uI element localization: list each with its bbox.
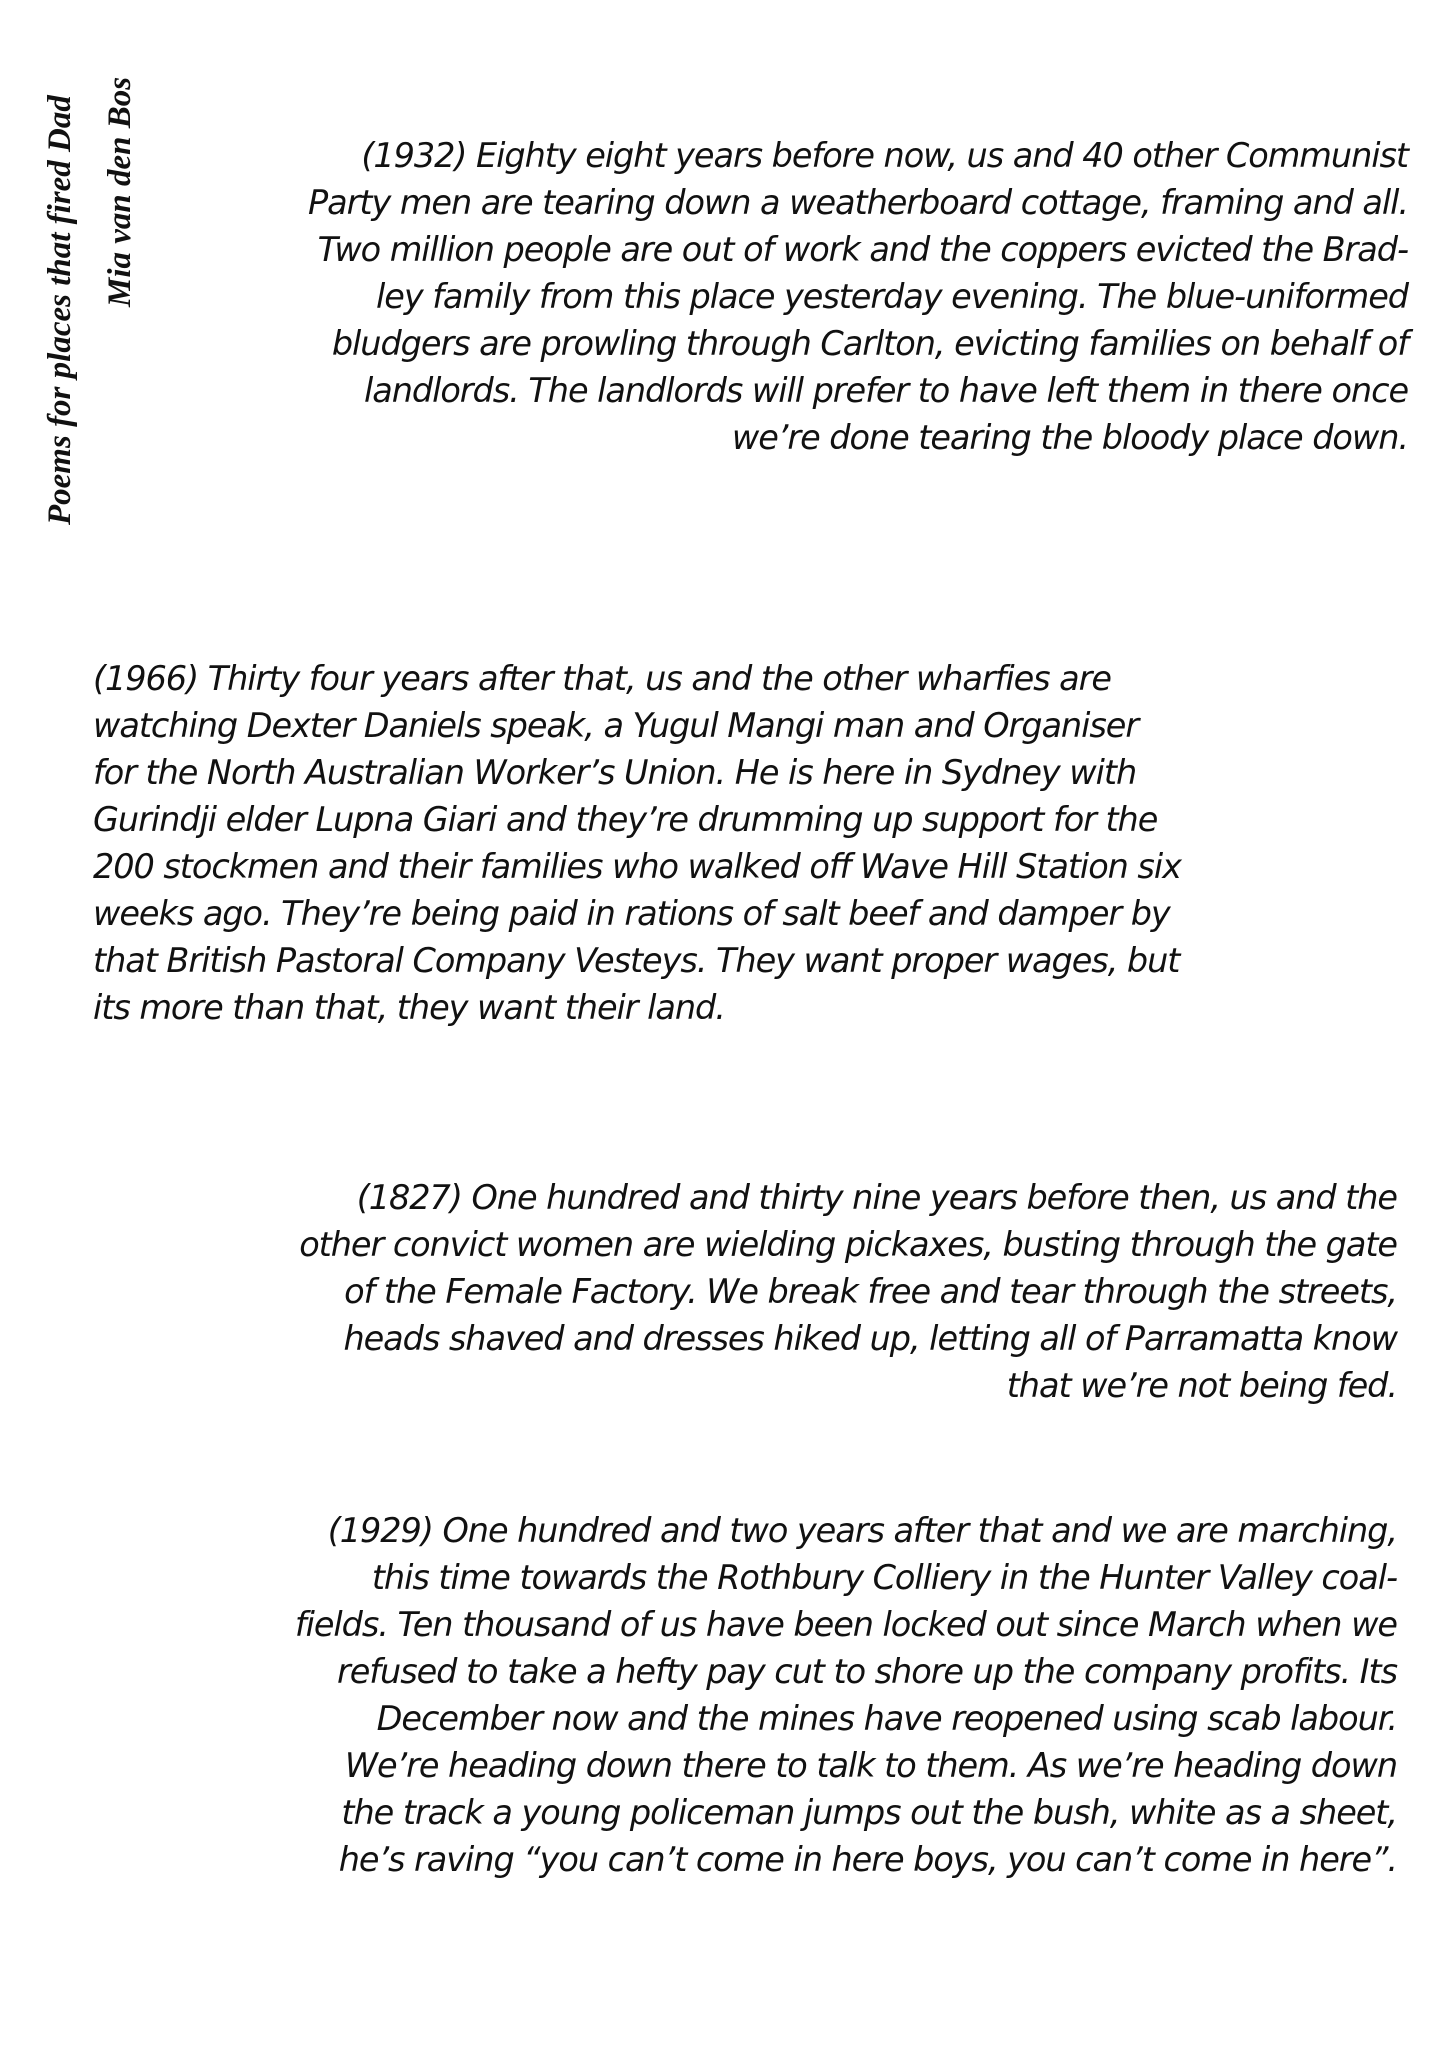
stanza-line: heads shaved and dresses hiked up, letting all of Parramatta know: [343, 1319, 1397, 1358]
stanza-line: bludgers are prowling through Carlton, evicting families on behalf of: [331, 324, 1408, 363]
stanza-line: Party men are tearing down a weatherboard cottage, framing and all.: [308, 183, 1408, 222]
stanza-line: (1929) One hundred and two years after that and we are marching,: [327, 1511, 1397, 1550]
stanza-1827: [200, 1174, 1397, 1409]
vertical-header: [0, 0, 160, 560]
stanza-line: watching Dexter Daniels speak, a Yugul Mangi man and Organiser: [93, 706, 1139, 745]
stanza-line: he’s raving “you can’t come in here boys, you can’t come in here”.: [338, 1840, 1397, 1879]
stanza-line: Gurindji elder Lupna Giari and they’re drumming up support for the: [93, 800, 1158, 839]
stanza-line: that we’re not being fed.: [1006, 1366, 1397, 1405]
stanza-line: We’re heading down there to talk to them. As we’re heading down: [344, 1746, 1397, 1785]
stanza-line: other convict women are wielding pickaxes, busting through the gate: [299, 1225, 1397, 1264]
stanza-line: this time towards the Rothbury Colliery in the Hunter Valley coal-: [371, 1558, 1397, 1597]
stanza-line: (1966) Thirty four years after that, us and the other wharfies are: [93, 659, 1111, 698]
stanza-line: December now and the mines have reopened using scab labour.: [376, 1699, 1397, 1738]
stanza-line: 200 stockmen and their families who walked off Wave Hill Station six: [93, 847, 1181, 886]
stanza-line: that British Pastoral Company Vesteys. They want proper wages, but: [93, 941, 1180, 980]
stanza-line: weeks ago. They’re being paid in rations of salt beef and damper by: [93, 894, 1170, 933]
stanza-1932: [200, 132, 1408, 461]
stanza-line: fields. Ten thousand of us have been locked out since March when we: [294, 1605, 1397, 1644]
stanza-line: ley family from this place yesterday evening. The blue-uniformed: [376, 277, 1408, 316]
stanza-1966: [93, 655, 1293, 1031]
author-name: Mia van den Bos: [102, 76, 138, 307]
stanza-line: Two million people are out of work and the coppers evicted the Brad-: [317, 230, 1408, 269]
stanza-line: (1827) One hundred and thirty nine years before then, us and the: [356, 1178, 1397, 1217]
poem-title: Poems for places that fired Dad: [42, 95, 78, 525]
stanza-line: for the North Australian Worker’s Union. He is here in Sydney with: [93, 753, 1137, 792]
stanza-line: its more than that, they want their land.: [93, 988, 725, 1027]
stanza-line: landlords. The landlords will prefer to have left them in there once: [363, 371, 1408, 410]
stanza-line: (1932) Eighty eight years before now, us and 40 other Communist: [361, 136, 1408, 175]
stanza-line: we’re done tearing the bloody place down.: [731, 418, 1408, 457]
stanza-line: of the Female Factory. We break free and tear through the streets,: [344, 1272, 1397, 1311]
stanza-1929: [200, 1507, 1397, 1883]
stanza-line: refused to take a hefty pay cut to shore up the company profits. Its: [336, 1652, 1397, 1691]
stanza-line: the track a young policeman jumps out the bush, white as a sheet,: [341, 1793, 1397, 1832]
